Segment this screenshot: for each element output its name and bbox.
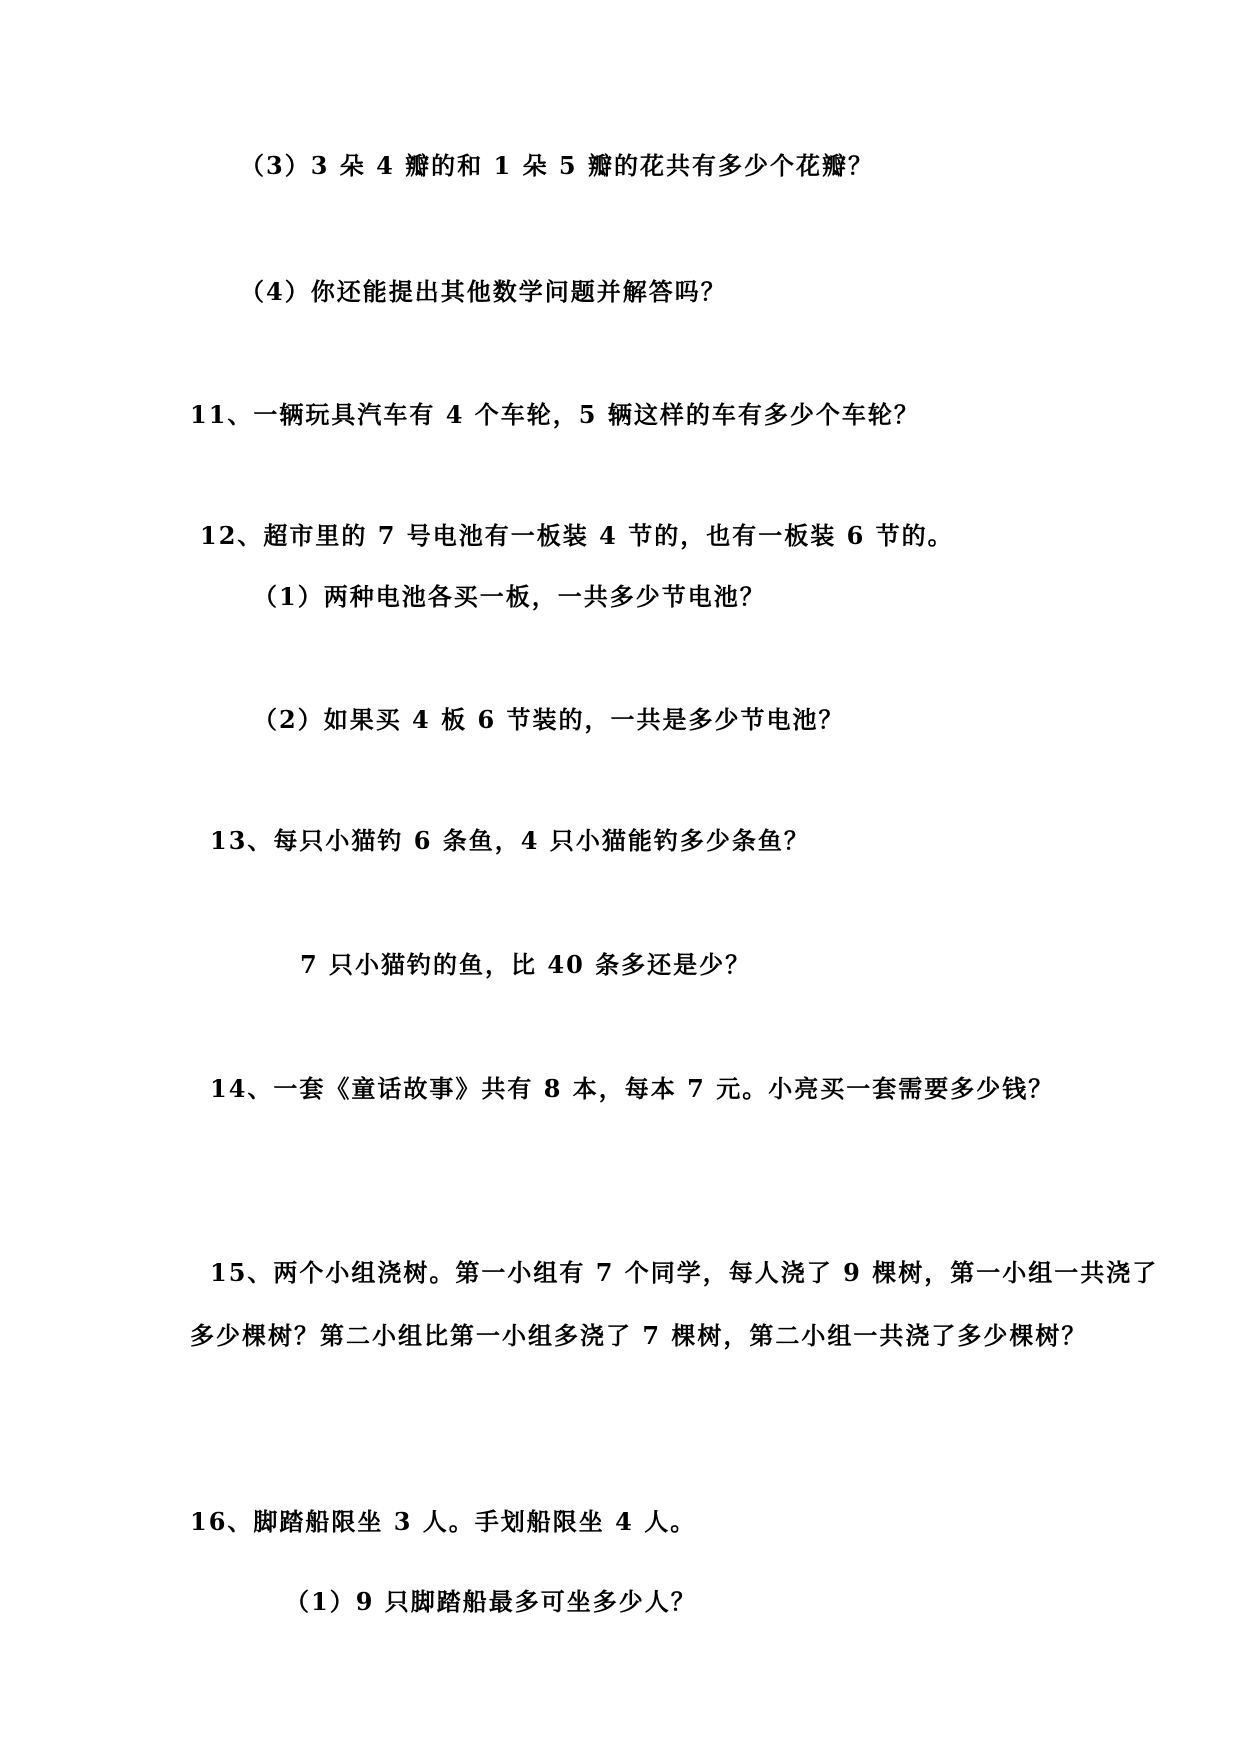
question-10-part-4: （4）你还能提出其他数学问题并解答吗？ bbox=[240, 277, 727, 306]
question-13-followup: 7 只小猫钓的鱼，比 40 条多还是少？ bbox=[300, 950, 752, 979]
question-15-line-1: 15、两个小组浇树。第一小组有 7 个同学，每人浇了 9 棵树，第一小组一共浇了 bbox=[210, 1258, 1159, 1287]
question-15-line-2: 多少棵树？第二小组比第一小组多浇了 7 棵树，第二小组一共浇了多少棵树？ bbox=[190, 1321, 1088, 1350]
question-12-part-2: （2）如果买 4 板 6 节装的，一共是多少节电池？ bbox=[253, 705, 845, 734]
question-12: 12、超市里的 7 号电池有一板装 4 节的，也有一板装 6 节的。 bbox=[200, 521, 954, 550]
question-13: 13、每只小猫钓 6 条鱼，4 只小猫能钓多少条鱼？ bbox=[210, 826, 810, 855]
question-16-part-1: （1）9 只脚踏船最多可坐多少人？ bbox=[285, 1587, 697, 1616]
question-12-part-1: （1）两种电池各买一板，一共多少节电池？ bbox=[253, 582, 766, 611]
question-10-part-3: （3）3 朵 4 瓣的和 1 朵 5 瓣的花共有多少个花瓣？ bbox=[240, 151, 874, 180]
question-16: 16、脚踏船限坐 3 人。手划船限坐 4 人。 bbox=[190, 1507, 697, 1536]
question-11: 11、一辆玩具汽车有 4 个车轮，5 辆这样的车有多少个车轮？ bbox=[190, 400, 920, 429]
question-14: 14、一套《童话故事》共有 8 本，每本 7 元。小亮买一套需要多少钱？ bbox=[210, 1074, 1055, 1103]
